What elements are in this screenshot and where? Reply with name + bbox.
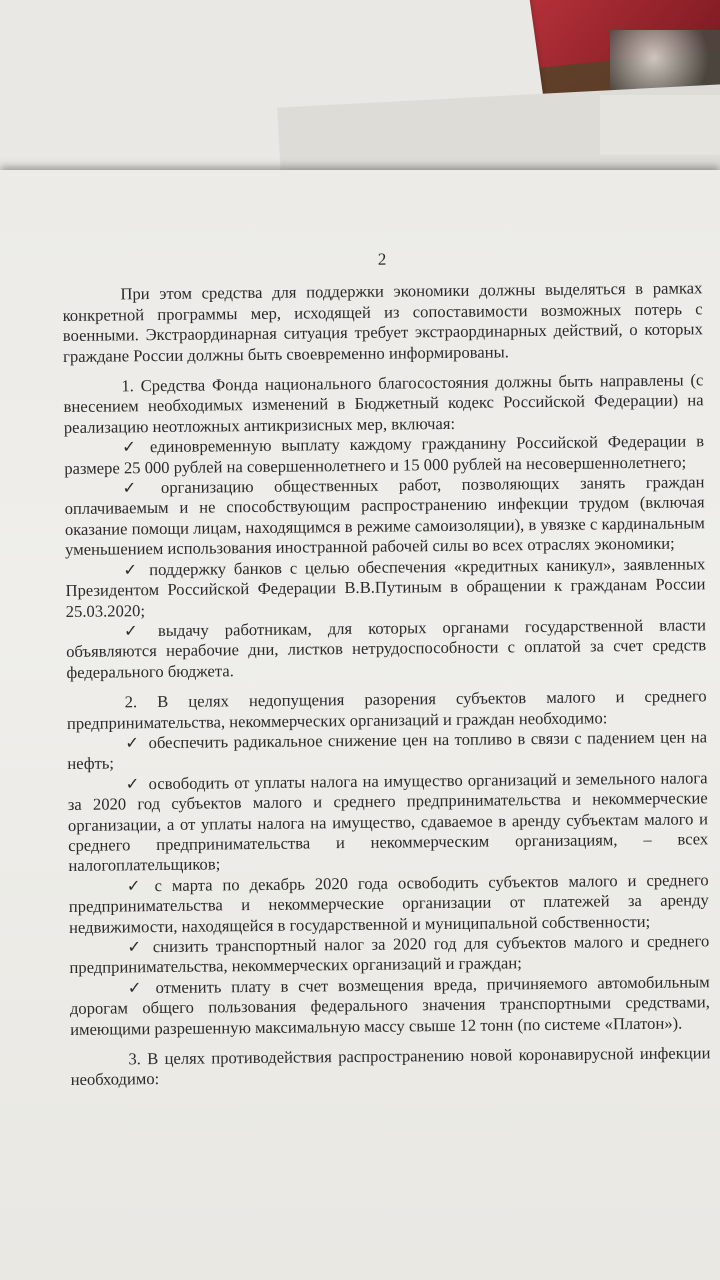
section-1-lead: 1. Средства Фонда национального благосостояния должны быть направлены (с внесением необходимых изменений в Бюджетный кодекс Российской Федерации) на реализацию неотложных антикризисных мер, включая: [63,370,704,437]
section-3-lead: 3. В целях противодействия распространению новой коронавирусной инфекции необходимо: [70,1043,711,1090]
check-icon: ✓ [123,559,138,580]
list-item: ✓ организацию общественных работ, позволяющих занять граждан оплачиваемым и не способствующим распространению инфекции трудом (включая оказание помощи лицам, находящимся в режиме самоизоляции), в увязке с кардинальным уменьшением использования иностранной рабочей силы во всех отраслях экономики; [64,472,705,560]
list-item: ✓ с марта по декабрь 2020 года освободить субъектов малого и среднего предпринимательства и некоммерческие организации от платежей за аренду недвижимости, находящейся в государственной и муниципальной собственности; [68,870,709,937]
check-icon: ✓ [122,478,137,498]
list-item: ✓ единовременную выплату каждому гражданину Российской Федерации в размере 25 000 рублей на совершеннолетнего и 15 000 рублей на несовершеннолетнего; [64,431,705,478]
check-icon: ✓ [123,621,138,641]
list-item: ✓ обеспечить радикальное снижение цен на топливо в связи с падением цен на нефть; [67,727,708,774]
check-icon: ✓ [127,978,142,998]
document-page-content [0,175,720,1280]
check-icon: ✓ [125,733,140,753]
list-item: ✓ выдачу работникам, для которых органами государственной власти объявляются нерабочие дни, листков нетрудоспособности с оплатой за счет средств федерального бюджета. [66,615,707,682]
check-icon: ✓ [121,437,137,457]
check-icon: ✓ [126,875,141,896]
section-2-lead: 2. В целях недопущения разорения субъектов малого и среднего предпринимательства, некоммерческих организаций и граждан необходимо: [66,686,707,733]
check-icon: ✓ [127,937,142,957]
list-item: ✓ освободить от уплаты налога на имущество организаций и земельного налога за 2020 год субъектов малого и среднего предпринимательства и некоммерческие организации, а от уплаты налога на имущество, сдаваемое в аренду субъектам малого и среднего предпринимательства и некоммерческим организациям, – всех налогоплательщиков; [67,768,709,876]
intro-paragraph: При этом средства для поддержки экономики должны выделяться в рамках конкретной программы мер, исходящей из сопоставимости возможных потерь с военными. Экстраординарная ситуация требует экстраординарных действий, о которых граждане России должны быть своевременно информированы. [62,278,703,366]
page-number: 2 [377,249,387,269]
background-sheet [600,95,720,155]
document-text [62,246,711,1090]
list-item: ✓ отменить плату в счет возмещения вреда, причиняемого автомобильным дорогам общего пользования федерального значения транспортными средствами, имеющими разрешенную максимальную массу свыше 12 тонн (по системе «Платон»). [69,972,710,1039]
list-item: ✓ снизить транспортный налог за 2020 год для субъектов малого и среднего предпринимательства, некоммерческих организаций и граждан; [69,931,710,978]
check-icon: ✓ [125,773,140,794]
list-item: ✓ поддержку банков с целью обеспечения «кредитных каникул», заявленных Президентом Российской Федерации В.В.Путиным в обращении к гражданам России 25.03.2020; [65,553,706,621]
